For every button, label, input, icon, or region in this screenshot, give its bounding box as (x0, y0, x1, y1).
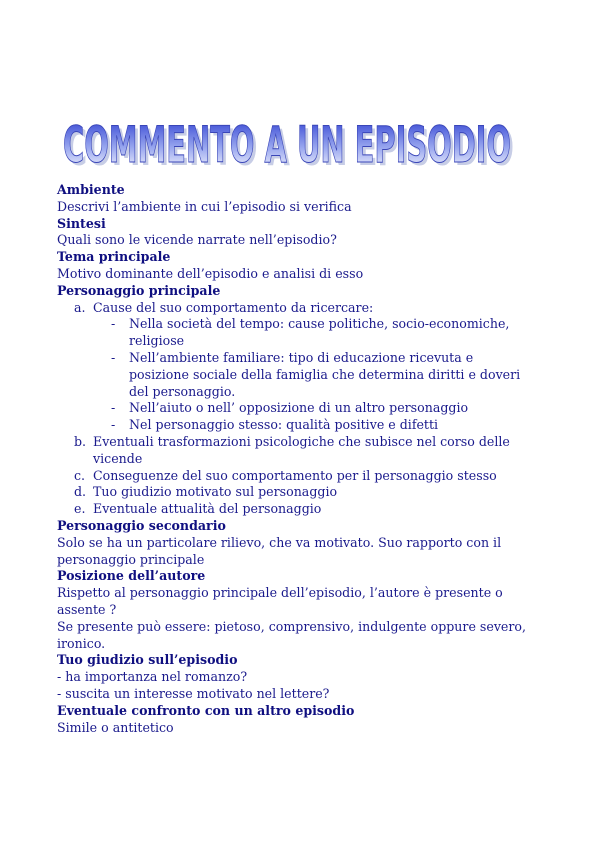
sublist-item-text: Nel personaggio stesso: qualità positive e difetti (129, 417, 439, 433)
sublist-item-text: Nella società del tempo: cause politiche, socio-economiche, religiose (129, 316, 510, 349)
heading-personaggio-secondario: Personaggio secondario (57, 517, 226, 533)
list-item-text: Eventuale attualità del personaggio (93, 501, 322, 517)
heading-sintesi: Sintesi (57, 215, 106, 231)
sublist-item (57, 350, 527, 400)
heading-ambiente: Ambiente (57, 182, 125, 197)
list-marker: c. (74, 467, 86, 483)
sublist-item (57, 400, 527, 417)
text-posizione-autore-1: Rispetto al personaggio principale dell’episodio, l’autore è presente o assente ? (57, 585, 503, 617)
heading-posizione-autore: Posizione dell’autore (57, 568, 206, 584)
worksheet-content (57, 182, 527, 736)
list-item (57, 468, 527, 485)
list-item (57, 484, 527, 501)
list-marker: d. (74, 484, 87, 500)
sublist-item-text: Nell’aiuto o nell’ opposizione di un altro personaggio (129, 400, 469, 416)
text-tema-principale: Motivo dominante dell’episodio e analisi di esso (57, 265, 364, 281)
dash-marker: - (111, 349, 116, 365)
list-item-text: Tuo giudizio motivato sul personaggio (93, 484, 338, 500)
dash-marker: - (111, 316, 116, 332)
list-item-text: Eventuali trasformazioni psicologiche che subisce nel corso delle vicende (93, 433, 510, 466)
text-personaggio-secondario: Solo se ha un particolare rilievo, che va motivato. Suo rapporto con il personaggio principale (57, 534, 502, 567)
text-posizione-autore-2: Se presente può essere: pietoso, comprensivo, indulgente oppure severo, ironico. (57, 618, 526, 651)
list-item-text: Cause del suo comportamento da ricercare: (93, 299, 374, 315)
text-giudizio-1: - ha importanza nel romanzo? (57, 669, 248, 685)
list-item (57, 501, 527, 518)
dash-marker: - (111, 400, 116, 416)
heading-tema-principale: Tema principale (57, 249, 171, 265)
wordart-title (58, 112, 518, 174)
heading-personaggio-principale: Personaggio principale (57, 282, 221, 298)
list-item (57, 300, 527, 434)
text-giudizio-2: - suscita un interesse motivato nel lettere? (57, 685, 330, 701)
text-sintesi: Quali sono le vicende narrate nell’episodio? (57, 232, 337, 248)
sublist-item-text: Nell’ambiente familiare: tipo di educazione ricevuta e posizione sociale della famiglia che determina diritti e doveri del personaggio. (129, 349, 521, 399)
list-marker: a. (74, 299, 86, 315)
page-title (58, 112, 518, 174)
heading-confronto: Eventuale confronto con un altro episodio (57, 702, 355, 718)
list-item (57, 434, 527, 468)
title-shadow: COMMENTO A UN EPISODIO (66, 119, 514, 174)
sublist-item (57, 316, 527, 350)
text-ambiente: Descrivi l’ambiente in cui l’episodio si verifica (57, 198, 352, 214)
title-text: COMMENTO A UN EPISODIO (63, 116, 511, 174)
list-marker: e. (74, 501, 86, 517)
dash-marker: - (111, 417, 116, 433)
sublist-cause (57, 316, 527, 434)
sublist-item (57, 417, 527, 434)
list-personaggio-principale (57, 300, 527, 518)
text-confronto: Simile o antitetico (57, 719, 174, 735)
list-item-text: Conseguenze del suo comportamento per il personaggio stesso (93, 467, 497, 483)
list-marker: b. (74, 433, 87, 449)
heading-giudizio-episodio: Tuo giudizio sull’episodio (57, 652, 238, 668)
